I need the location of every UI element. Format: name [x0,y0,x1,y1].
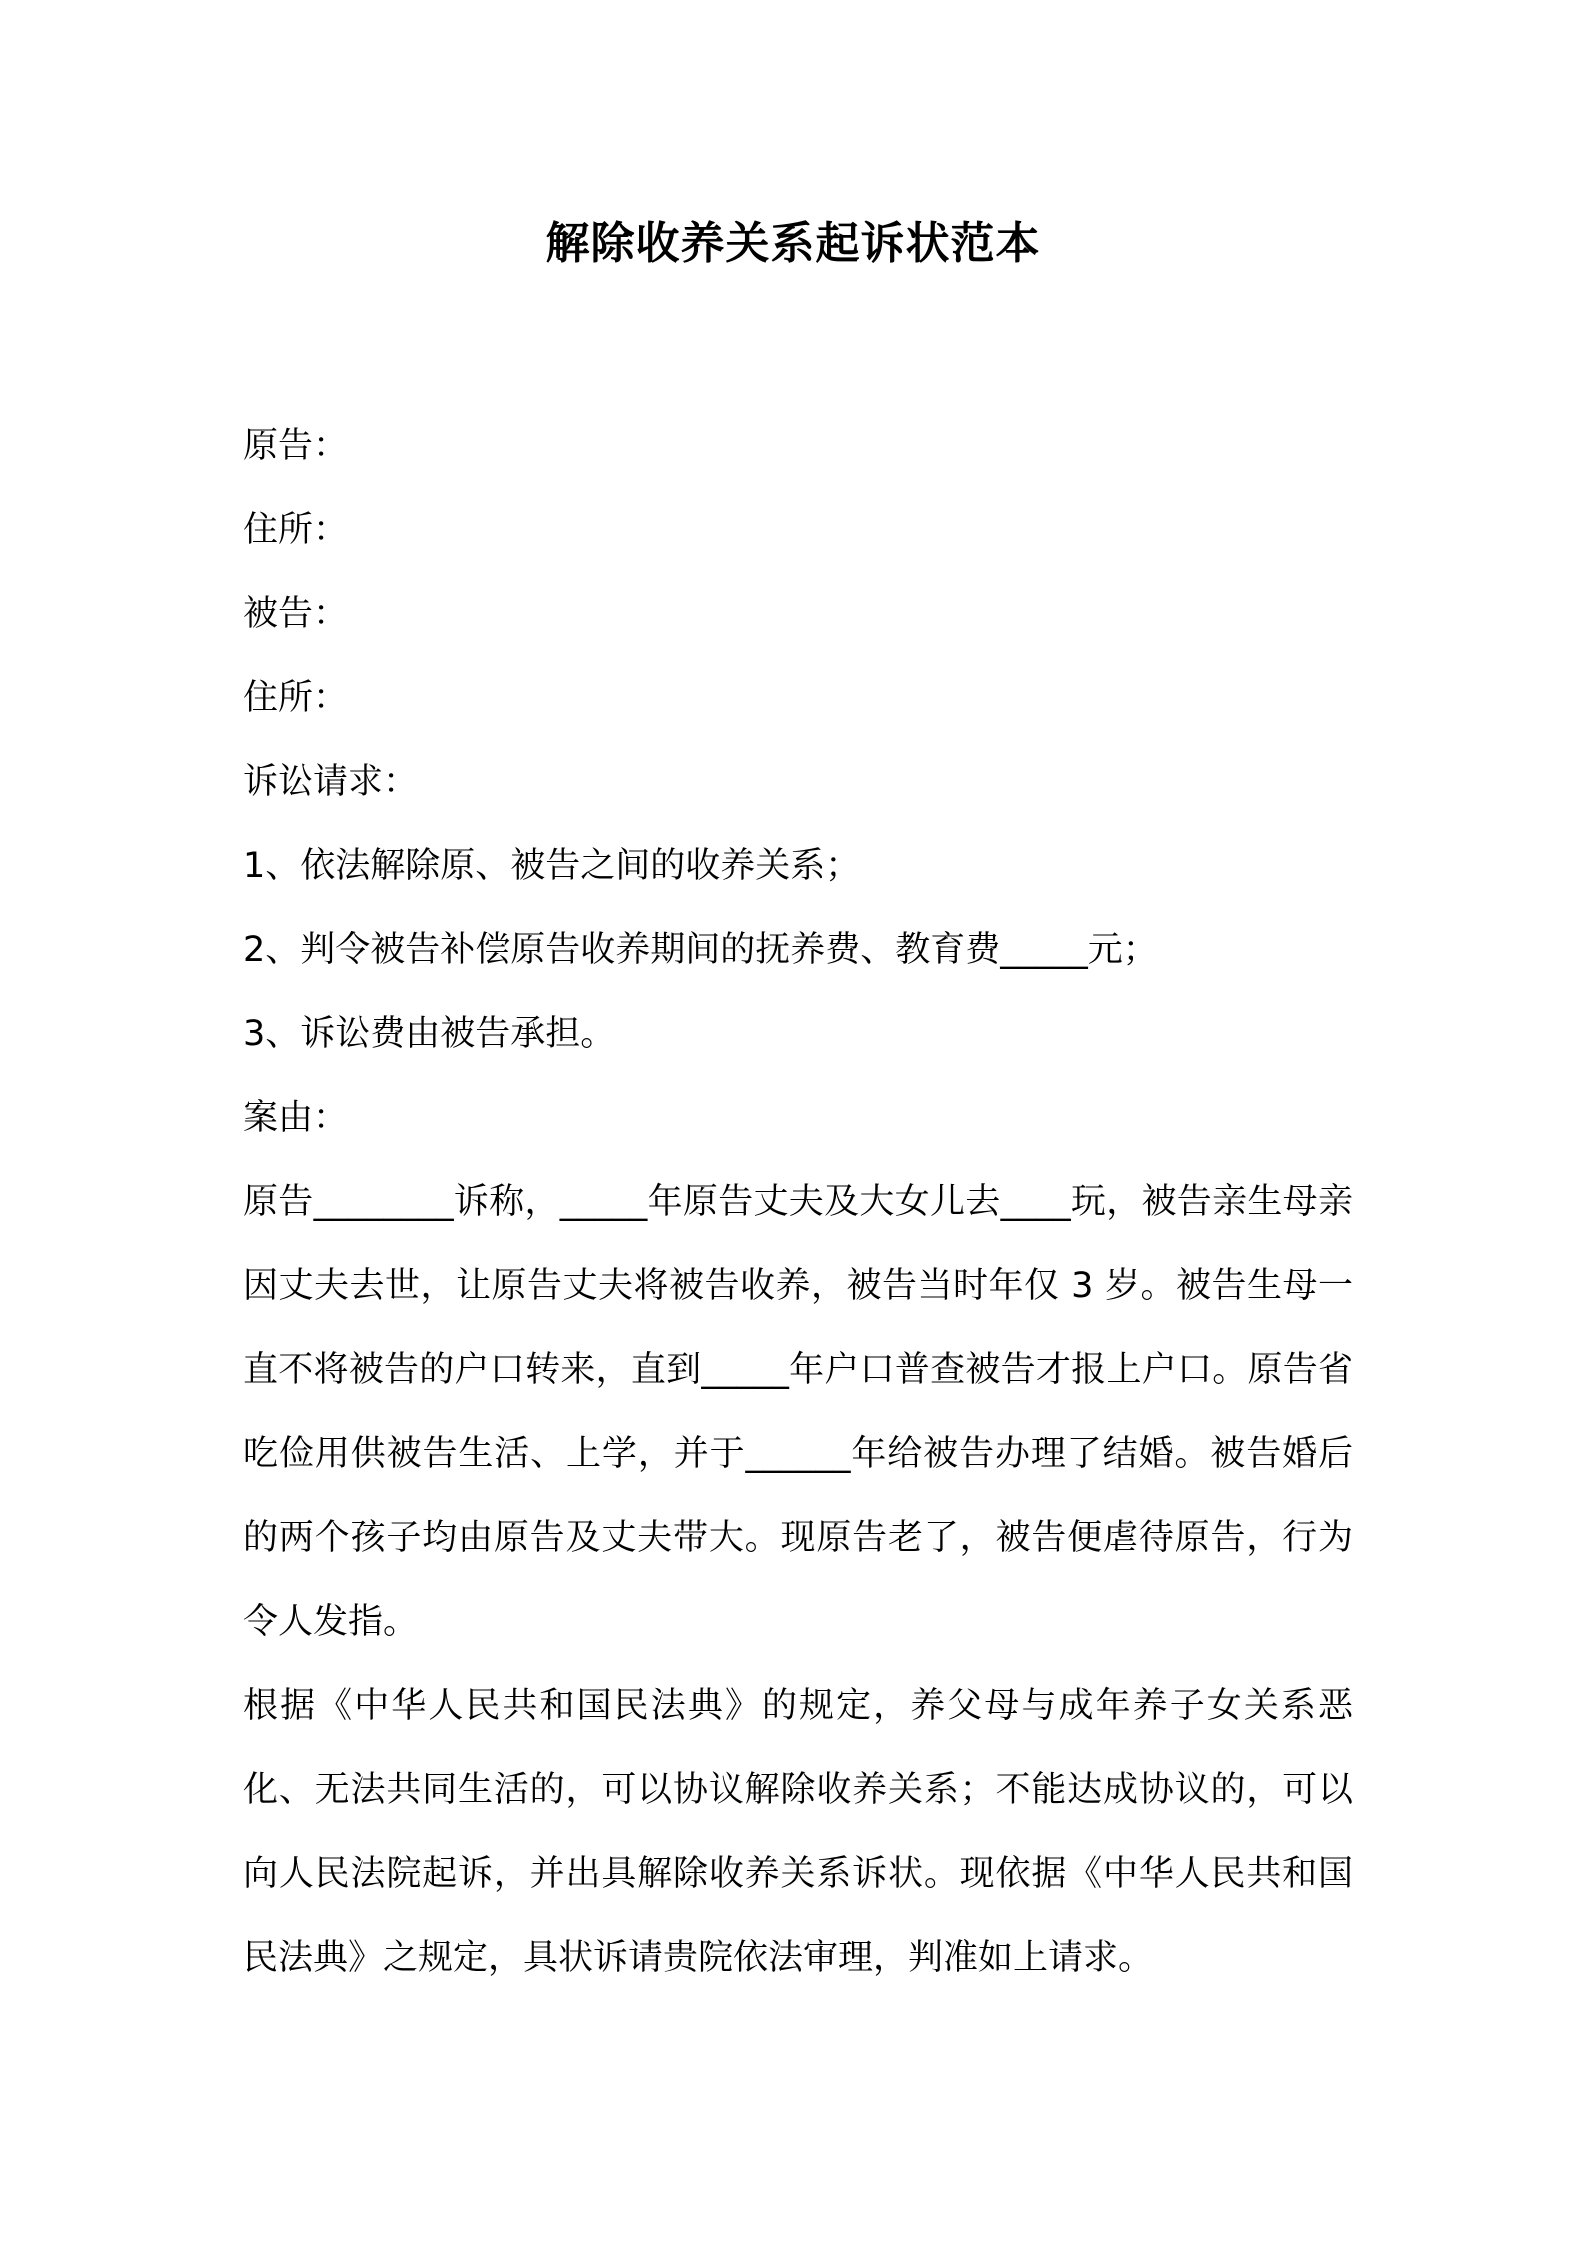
document-title: 解除收养关系起诉状范本 [545,218,1041,269]
claims-heading: 诉讼请求： [243,762,419,802]
claim-item-3: 3、诉讼费由被告承担。 [243,1014,616,1054]
claim-item-2: 2、判令被告补偿原告收养期间的抚养费、教育费_____元； [243,930,1158,970]
defendant-label: 被告： [243,594,349,634]
facts-paragraph-2: 根据《中华人民共和国民法典》的规定，养父母与成年养子女关系恶化、无法共同生活的，可以协议解除收养关系；不能达成协议的，可以向人民法院起诉，并出具解除收养关系诉状。现依据《中华人民共和国民法典》之规定，具状诉请贵院依法审理，判准如上请求。 [243,1686,1353,1978]
facts-heading: 案由： [243,1098,349,1138]
defendant-address-label: 住所： [243,678,349,718]
facts-paragraph-1: 原告________诉称，_____年原告丈夫及大女儿去____玩，被告亲生母亲因丈夫去世，让原告丈夫将被告收养，被告当时年仅 3 岁。被告生母一直不将被告的户口转来，直到_____年户口普查被告才报上户口。原告省吃俭用供被告生活、上学，并于______年给被告办理了结婚。被告婚后的两个孩子均由原告及丈夫带大。现原告老了，被告便虐待原告，行为令人发指。 [243,1182,1353,1642]
plaintiff-label: 原告： [243,426,349,466]
document-body [243,404,1353,2000]
claim-item-1: 1、依法解除原、被告之间的收养关系； [243,846,861,886]
plaintiff-address-label: 住所： [243,510,349,550]
